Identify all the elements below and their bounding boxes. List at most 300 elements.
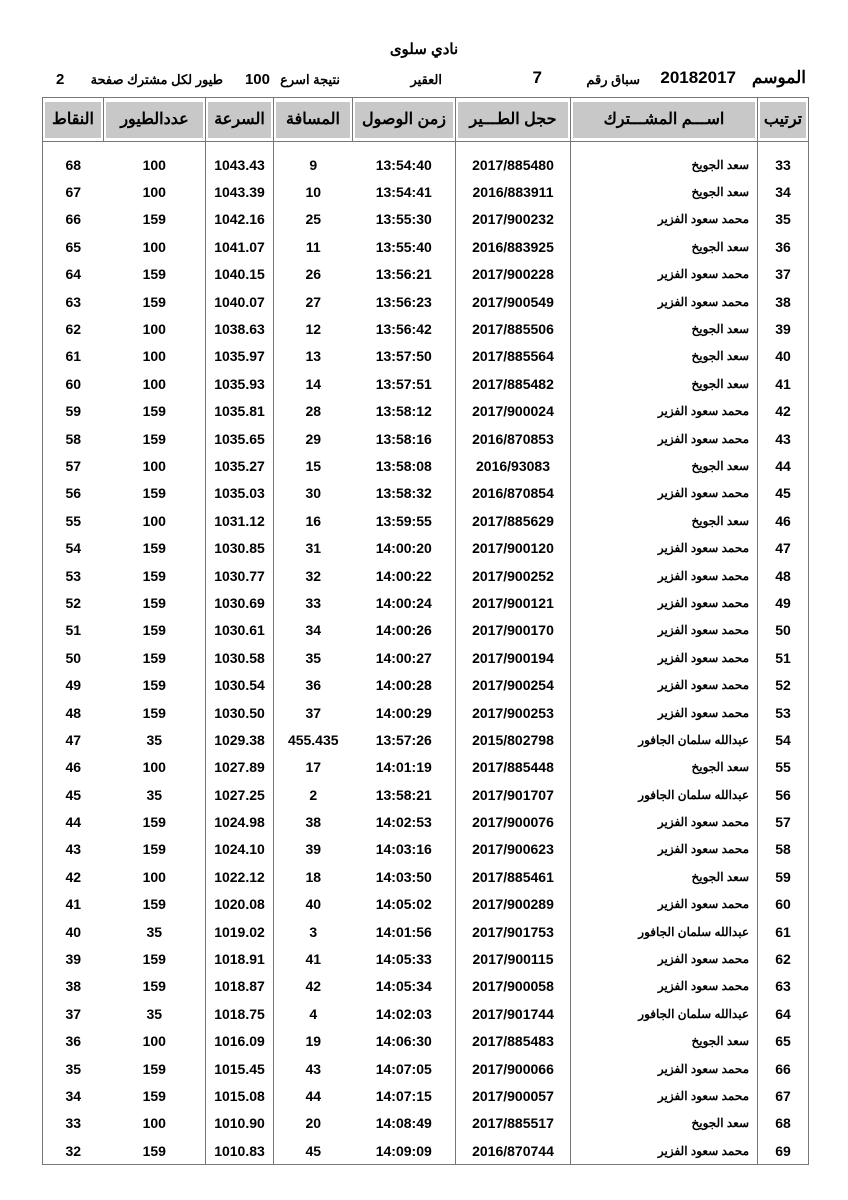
cell-rank: 33 [758, 151, 809, 178]
cell-distance: 31 [274, 534, 353, 561]
cell-birds: 159 [142, 293, 166, 310]
cell-speed: 1018.87 [206, 973, 274, 1000]
cell-birds: 159 [142, 1142, 166, 1159]
cell-points: 34 [65, 1087, 82, 1104]
cell-ring: 2017/900623 [456, 836, 571, 863]
cell-name: سعد الجويخ [571, 315, 758, 342]
cell-birds: 159 [142, 677, 166, 694]
cell-points: 40 [65, 923, 82, 940]
cell-name: سعد الجويخ [571, 754, 758, 781]
cell-birds: 159 [142, 896, 166, 913]
cell-name: محمد سعود الفزير [571, 534, 758, 561]
cell-speed: 1030.58 [206, 644, 274, 671]
table-row [43, 1082, 809, 1109]
table-row [43, 480, 809, 507]
cell-ring: 2017/900057 [456, 1082, 571, 1109]
cell-name: سعد الجويخ [571, 370, 758, 397]
cell-points: 45 [65, 786, 82, 803]
cell-points: 35 [65, 1060, 82, 1077]
table-row [43, 671, 809, 698]
table-row [43, 754, 809, 781]
cell-distance: 39 [274, 836, 353, 863]
cell-ring: 2017/900549 [456, 288, 571, 315]
cell-birds: 159 [142, 211, 166, 228]
table-row [43, 398, 809, 425]
cell-birds: 159 [142, 704, 166, 721]
cell-time: 13:58:08 [375, 457, 432, 474]
cell-time: 14:00:29 [375, 704, 432, 721]
cell-rank: 42 [758, 398, 809, 425]
cell-distance: 19 [274, 1028, 353, 1055]
cell-rank: 68 [758, 1110, 809, 1137]
table-row [43, 1137, 809, 1165]
cell-rank: 40 [758, 343, 809, 370]
cell-points: 53 [65, 567, 82, 584]
cell-speed: 1027.89 [206, 754, 274, 781]
cell-rank: 66 [758, 1055, 809, 1082]
cell-points: 36 [65, 1033, 82, 1050]
cell-birds: 159 [142, 841, 166, 858]
table-row [43, 1000, 809, 1027]
cell-name: محمد سعود الفزير [571, 288, 758, 315]
cell-time: 14:09:09 [375, 1142, 432, 1159]
cell-birds: 100 [142, 321, 166, 338]
table-row [43, 534, 809, 561]
cell-birds: 35 [146, 786, 163, 803]
table-row [43, 233, 809, 260]
club-title: نادي سلوى [389, 41, 459, 58]
cell-speed: 1035.65 [206, 425, 274, 452]
cell-ring: 2017/885482 [456, 370, 571, 397]
cell-time: 13:56:42 [375, 321, 432, 338]
cell-time: 13:54:41 [375, 184, 432, 201]
cell-ring: 2017/901744 [456, 1000, 571, 1027]
cell-time: 13:57:51 [375, 375, 432, 392]
cell-speed: 1035.81 [206, 398, 274, 425]
cell-rank: 49 [758, 589, 809, 616]
cell-ring: 2015/802798 [456, 726, 571, 753]
cell-time: 14:00:28 [375, 677, 432, 694]
fastest-count: 100 [244, 71, 270, 88]
cell-time: 14:07:15 [375, 1087, 432, 1104]
cell-time: 13:55:30 [375, 211, 432, 228]
cell-points: 56 [65, 485, 82, 502]
header-speed: السرعة [206, 98, 274, 142]
cell-points: 59 [65, 403, 82, 420]
cell-time: 13:57:26 [375, 731, 432, 748]
cell-speed: 1015.45 [206, 1055, 274, 1082]
table-row [43, 343, 809, 370]
cell-distance: 30 [274, 480, 353, 507]
table-row [43, 178, 809, 205]
cell-points: 63 [65, 293, 82, 310]
cell-rank: 43 [758, 425, 809, 452]
cell-ring: 2016/870853 [456, 425, 571, 452]
cell-points: 46 [65, 759, 82, 776]
cell-name: محمد سعود الفزير [571, 562, 758, 589]
cell-ring: 2017/885564 [456, 343, 571, 370]
cell-name: محمد سعود الفزير [571, 808, 758, 835]
cell-name: محمد سعود الفزير [571, 206, 758, 233]
cell-ring: 2016/883925 [456, 233, 571, 260]
cell-distance: 25 [274, 206, 353, 233]
cell-name: محمد سعود الفزير [571, 1082, 758, 1109]
cell-points: 55 [65, 512, 82, 529]
header-time: زمن الوصول [353, 98, 456, 142]
header-ring: حجل الطـــير [456, 98, 571, 142]
cell-points: 52 [65, 594, 82, 611]
cell-rank: 36 [758, 233, 809, 260]
cell-birds: 35 [146, 923, 163, 940]
cell-points: 57 [65, 457, 82, 474]
cell-time: 13:58:32 [375, 485, 432, 502]
cell-time: 14:06:30 [375, 1033, 432, 1050]
cell-speed: 1020.08 [206, 891, 274, 918]
cell-points: 42 [65, 868, 82, 885]
cell-birds: 35 [146, 1005, 163, 1022]
cell-distance: 37 [274, 699, 353, 726]
cell-points: 54 [65, 540, 82, 557]
cell-rank: 50 [758, 617, 809, 644]
cell-distance: 45 [274, 1137, 353, 1165]
cell-name: محمد سعود الفزير [571, 398, 758, 425]
cell-ring: 2016/870854 [456, 480, 571, 507]
cell-rank: 39 [758, 315, 809, 342]
cell-speed: 1027.25 [206, 781, 274, 808]
cell-rank: 57 [758, 808, 809, 835]
cell-time: 14:08:49 [375, 1115, 432, 1132]
cell-ring: 2017/885483 [456, 1028, 571, 1055]
cell-rank: 38 [758, 288, 809, 315]
cell-name: محمد سعود الفزير [571, 425, 758, 452]
cell-time: 14:01:19 [375, 759, 432, 776]
cell-time: 14:02:53 [375, 814, 432, 831]
cell-birds: 100 [142, 238, 166, 255]
cell-distance: 20 [274, 1110, 353, 1137]
cell-rank: 61 [758, 918, 809, 945]
per-member-label: طيور لكل مشترك صفحة [90, 72, 223, 87]
cell-ring: 2017/900024 [456, 398, 571, 425]
cell-rank: 46 [758, 507, 809, 534]
cell-distance: 18 [274, 863, 353, 890]
cell-speed: 1038.63 [206, 315, 274, 342]
cell-ring: 2017/885448 [456, 754, 571, 781]
cell-distance: 10 [274, 178, 353, 205]
cell-name: محمد سعود الفزير [571, 644, 758, 671]
cell-time: 14:03:16 [375, 841, 432, 858]
cell-name: سعد الجويخ [571, 1028, 758, 1055]
cell-rank: 41 [758, 370, 809, 397]
cell-points: 62 [65, 321, 82, 338]
cell-points: 50 [65, 649, 82, 666]
cell-rank: 60 [758, 891, 809, 918]
cell-speed: 1040.15 [206, 261, 274, 288]
cell-points: 43 [65, 841, 82, 858]
cell-speed: 1010.83 [206, 1137, 274, 1165]
cell-time: 13:57:50 [375, 348, 432, 365]
cell-rank: 63 [758, 973, 809, 1000]
cell-points: 58 [65, 430, 82, 447]
race-label: سباق رقم [586, 72, 640, 87]
cell-time: 14:00:27 [375, 649, 432, 666]
cell-distance: 32 [274, 562, 353, 589]
cell-distance: 35 [274, 644, 353, 671]
cell-birds: 159 [142, 540, 166, 557]
cell-distance: 33 [274, 589, 353, 616]
cell-time: 13:59:55 [375, 512, 432, 529]
cell-time: 14:03:50 [375, 868, 432, 885]
cell-name: محمد سعود الفزير [571, 945, 758, 972]
cell-ring: 2017/901753 [456, 918, 571, 945]
cell-ring: 2017/900170 [456, 617, 571, 644]
cell-points: 33 [65, 1115, 82, 1132]
cell-distance: 17 [274, 754, 353, 781]
cell-name: محمد سعود الفزير [571, 617, 758, 644]
results-table [42, 97, 809, 1165]
cell-speed: 1010.90 [206, 1110, 274, 1137]
cell-speed: 1043.39 [206, 178, 274, 205]
cell-distance: 28 [274, 398, 353, 425]
cell-speed: 1029.38 [206, 726, 274, 753]
cell-ring: 2017/885629 [456, 507, 571, 534]
cell-name: سعد الجويخ [571, 343, 758, 370]
cell-birds: 100 [142, 375, 166, 392]
cell-time: 14:05:33 [375, 951, 432, 968]
cell-speed: 1024.10 [206, 836, 274, 863]
cell-distance: 2 [274, 781, 353, 808]
cell-name: محمد سعود الفزير [571, 589, 758, 616]
cell-birds: 159 [142, 1060, 166, 1077]
cell-speed: 1030.50 [206, 699, 274, 726]
cell-ring: 2017/900121 [456, 589, 571, 616]
cell-speed: 1030.85 [206, 534, 274, 561]
table-row [43, 891, 809, 918]
cell-birds: 159 [142, 649, 166, 666]
cell-points: 38 [65, 978, 82, 995]
cell-speed: 1030.69 [206, 589, 274, 616]
cell-ring: 2017/900058 [456, 973, 571, 1000]
cell-birds: 100 [142, 457, 166, 474]
cell-points: 37 [65, 1005, 82, 1022]
table-row [43, 370, 809, 397]
cell-points: 64 [65, 266, 82, 283]
cell-ring: 2017/900289 [456, 891, 571, 918]
table-row [43, 918, 809, 945]
fastest-label: نتيجة اسرع [280, 72, 340, 87]
cell-distance: 26 [274, 261, 353, 288]
table-row [43, 617, 809, 644]
cell-rank: 47 [758, 534, 809, 561]
cell-distance: 16 [274, 507, 353, 534]
table-row [43, 1110, 809, 1137]
cell-distance: 42 [274, 973, 353, 1000]
cell-distance: 43 [274, 1055, 353, 1082]
season-value: 20182017 [660, 68, 736, 87]
cell-ring: 2017/901707 [456, 781, 571, 808]
cell-birds: 159 [142, 594, 166, 611]
cell-birds: 100 [142, 1033, 166, 1050]
cell-distance: 3 [274, 918, 353, 945]
cell-speed: 1043.43 [206, 151, 274, 178]
cell-time: 14:05:34 [375, 978, 432, 995]
cell-name: محمد سعود الفزير [571, 671, 758, 698]
cell-speed: 1035.27 [206, 452, 274, 479]
location: العقير [410, 72, 442, 87]
cell-distance: 13 [274, 343, 353, 370]
cell-points: 60 [65, 375, 82, 392]
cell-time: 14:00:24 [375, 594, 432, 611]
cell-ring: 2017/900252 [456, 562, 571, 589]
cell-rank: 35 [758, 206, 809, 233]
cell-points: 61 [65, 348, 82, 365]
cell-speed: 1041.07 [206, 233, 274, 260]
cell-speed: 1015.08 [206, 1082, 274, 1109]
cell-points: 41 [65, 896, 82, 913]
cell-birds: 35 [146, 731, 163, 748]
cell-rank: 56 [758, 781, 809, 808]
cell-speed: 1030.61 [206, 617, 274, 644]
table-row [43, 151, 809, 178]
cell-rank: 69 [758, 1137, 809, 1165]
cell-speed: 1022.12 [206, 863, 274, 890]
cell-points: 68 [65, 156, 82, 173]
cell-distance: 38 [274, 808, 353, 835]
cell-time: 13:58:12 [375, 403, 432, 420]
table-row [43, 808, 809, 835]
cell-rank: 44 [758, 452, 809, 479]
table-row [43, 726, 809, 753]
cell-name: محمد سعود الفزير [571, 836, 758, 863]
cell-ring: 2017/900232 [456, 206, 571, 233]
cell-time: 14:05:02 [375, 896, 432, 913]
cell-name: سعد الجويخ [571, 863, 758, 890]
race-number: 7 [532, 68, 542, 87]
cell-speed: 1035.03 [206, 480, 274, 507]
cell-time: 13:58:21 [375, 786, 432, 803]
table-row [43, 206, 809, 233]
table-row [43, 1028, 809, 1055]
cell-name: سعد الجويخ [571, 507, 758, 534]
cell-speed: 1031.12 [206, 507, 274, 534]
cell-name: محمد سعود الفزير [571, 973, 758, 1000]
table-row [43, 1055, 809, 1082]
cell-rank: 51 [758, 644, 809, 671]
cell-birds: 159 [142, 622, 166, 639]
cell-name: سعد الجويخ [571, 178, 758, 205]
cell-time: 13:54:40 [375, 156, 432, 173]
cell-birds: 100 [142, 156, 166, 173]
cell-speed: 1030.54 [206, 671, 274, 698]
cell-name: محمد سعود الفزير [571, 1055, 758, 1082]
cell-birds: 100 [142, 759, 166, 776]
cell-speed: 1042.16 [206, 206, 274, 233]
cell-distance: 36 [274, 671, 353, 698]
cell-name: محمد سعود الفزير [571, 480, 758, 507]
cell-ring: 2016/93083 [456, 452, 571, 479]
cell-name: عبدالله سلمان الجافور [571, 781, 758, 808]
cell-ring: 2017/885506 [456, 315, 571, 342]
cell-distance: 41 [274, 945, 353, 972]
cell-ring: 2017/900076 [456, 808, 571, 835]
table-row [43, 781, 809, 808]
table-row [43, 288, 809, 315]
cell-birds: 100 [142, 512, 166, 529]
cell-name: سعد الجويخ [571, 1110, 758, 1137]
table-row [43, 425, 809, 452]
cell-time: 14:00:22 [375, 567, 432, 584]
header-points: النقاط [43, 98, 104, 142]
cell-time: 14:00:20 [375, 540, 432, 557]
cell-speed: 1035.97 [206, 343, 274, 370]
table-row [43, 644, 809, 671]
cell-distance: 14 [274, 370, 353, 397]
cell-rank: 59 [758, 863, 809, 890]
cell-birds: 100 [142, 868, 166, 885]
cell-birds: 159 [142, 430, 166, 447]
cell-ring: 2017/885461 [456, 863, 571, 890]
cell-speed: 1018.91 [206, 945, 274, 972]
cell-points: 67 [65, 184, 82, 201]
cell-points: 65 [65, 238, 82, 255]
cell-distance: 34 [274, 617, 353, 644]
cell-name: محمد سعود الفزير [571, 699, 758, 726]
cell-ring: 2016/870744 [456, 1137, 571, 1165]
cell-rank: 55 [758, 754, 809, 781]
table-row [43, 973, 809, 1000]
cell-time: 13:55:40 [375, 238, 432, 255]
cell-distance: 29 [274, 425, 353, 452]
cell-name: عبدالله سلمان الجافور [571, 726, 758, 753]
table-row [43, 863, 809, 890]
cell-rank: 62 [758, 945, 809, 972]
cell-ring: 2017/900228 [456, 261, 571, 288]
cell-rank: 58 [758, 836, 809, 863]
cell-rank: 45 [758, 480, 809, 507]
cell-points: 48 [65, 704, 82, 721]
cell-rank: 48 [758, 562, 809, 589]
cell-distance: 44 [274, 1082, 353, 1109]
table-row [43, 315, 809, 342]
cell-rank: 54 [758, 726, 809, 753]
cell-rank: 65 [758, 1028, 809, 1055]
cell-birds: 159 [142, 951, 166, 968]
cell-rank: 34 [758, 178, 809, 205]
cell-time: 14:07:05 [375, 1060, 432, 1077]
cell-name: عبدالله سلمان الجافور [571, 918, 758, 945]
cell-time: 14:01:56 [375, 923, 432, 940]
cell-ring: 2017/885480 [456, 151, 571, 178]
cell-points: 51 [65, 622, 82, 639]
cell-name: سعد الجويخ [571, 452, 758, 479]
cell-name: محمد سعود الفزير [571, 891, 758, 918]
cell-points: 39 [65, 951, 82, 968]
cell-name: سعد الجويخ [571, 151, 758, 178]
cell-birds: 159 [142, 266, 166, 283]
table-row [43, 261, 809, 288]
cell-speed: 1030.77 [206, 562, 274, 589]
cell-points: 47 [65, 731, 82, 748]
table-row [43, 507, 809, 534]
header-birds: عددالطيور [104, 98, 206, 142]
header-rank: ترتيب [758, 98, 809, 142]
cell-ring: 2017/900194 [456, 644, 571, 671]
cell-speed: 1035.93 [206, 370, 274, 397]
cell-points: 66 [65, 211, 82, 228]
cell-ring: 2017/900115 [456, 945, 571, 972]
cell-time: 13:56:21 [375, 266, 432, 283]
cell-speed: 1024.98 [206, 808, 274, 835]
cell-points: 49 [65, 677, 82, 694]
